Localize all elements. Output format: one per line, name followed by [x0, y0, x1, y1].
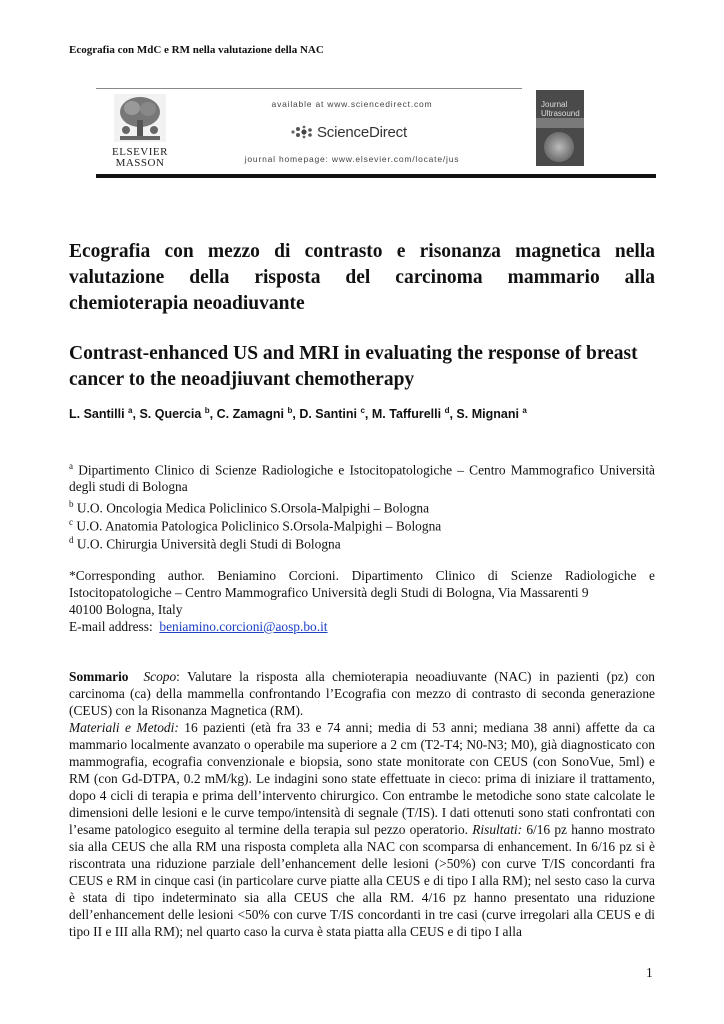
cover-stripe [536, 118, 584, 128]
author-name: S. Mignani [456, 407, 519, 422]
metodi-label: Materiali e Metodi: [69, 720, 179, 735]
journal-cover-image [536, 90, 584, 166]
publisher-name-line1: ELSEVIER [112, 146, 168, 158]
author-list [69, 406, 527, 421]
cover-title [541, 100, 580, 118]
abstract-section [69, 668, 655, 940]
scopo-label: Scopo [143, 669, 177, 684]
available-at-text: available at www.sciencedirect.com [271, 99, 433, 109]
author-affiliation-mark: c [360, 406, 365, 415]
author-affiliation-mark: b [287, 406, 293, 415]
banner-bottom-rule [96, 174, 656, 178]
author-name: D. Santini [299, 407, 357, 422]
running-head: Ecografia con MdC e RM nella valutazione della NAC [69, 44, 324, 56]
author-separator: , [292, 407, 300, 422]
sciencedirect-wordmark: ScienceDirect [317, 124, 407, 141]
email-line [69, 618, 655, 635]
publisher-name-line2: MASSON [115, 157, 165, 169]
email-link[interactable]: beniamino.corcioni@aosp.bo.it [159, 619, 328, 634]
author-name: S. Quercia [139, 407, 202, 422]
corresponding-city: 40100 Bologna, Italy [69, 602, 183, 617]
journal-banner [96, 88, 656, 180]
elsevier-logo [108, 94, 172, 172]
risultati-label: Risultati: [472, 822, 523, 837]
metodi-text: 16 pazienti (età fra 33 e 74 anni; media di 53 anni; mediana 38 anni) affette da ca mammario localmente avanzato o operabile ma superiore a 2 cm (T2-T4; N0-N3; M0), già diagnosticato con mammografia, ecografia convenzionale e biopsia, sono state monitorate con CEUS (con SonoVue, 5ml) e RM (con Gd-DTPA, 0.2 mM/kg). Le indagini sono state effettuate in cieco: prima di iniziare il trattamento, dopo 4 cicli di terapia e prima dell’intervento chirurgico. Con entrambe le metodiche sono state calcolate le dimensioni delle lesioni e le curve tempo/intensità di segnale (T/IS). I dati ottenuti sono stati confrontati con l’esame patologico eseguito al termine della terapia sul pezzo operatorio. [69, 720, 656, 837]
affiliation-text: U.O. Chirurgia Università degli Studi di Bologna [76, 536, 341, 552]
author-name: L. Santilli [69, 407, 125, 422]
affiliation-mark: d [69, 535, 74, 545]
risultati-text: 6/16 pz hanno mostrato sia alla CEUS che alla RM una risposta completa alla NAC con scomparsa di enhancement. In 6/16 pz si è riscontrata una riduzione parziale dell’enhancement delle lesioni (>50%) con curve T/IS concordanti fra CEUS e RM in cinque casi (in particolare curve piatte alla CEUS e di tipo I alla RM); nel sesto caso la curva è stata di tipo indeterminato sia alla CEUS che alla RM. 4/16 pz hanno presentato una riduzione dell’enhancement delle lesioni <50% con curve T/IS concordanti in tre casi (curve irregolari alla CEUS e di tipo II e III alla RM); nel quarto caso la curva è stata piatta alla CEUS e di tipo I alla [69, 822, 656, 939]
cover-title-line2: Ultrasound [541, 109, 580, 118]
article-title-english: Contrast-enhanced US and MRI in evaluating the response of breast cancer to the neoadjiuvant chemotherapy [69, 343, 638, 390]
article-title-italian: Ecografia con mezzo di contrasto e risonanza magnetica nella valutazione della risposta del carcinoma mammario alla chemioterapia neoadiuvante [69, 241, 655, 314]
affiliation-text: Dipartimento Clinico di Scienze Radiologiche e Istocitopatologiche – Centro Mammografico Università degli studi di Bologna [69, 462, 655, 495]
author-name: M. Taffurelli [371, 407, 442, 422]
author-affiliation-mark: b [204, 406, 210, 415]
corresponding-author-block [69, 567, 655, 635]
affiliation-a [69, 458, 655, 495]
author-separator: , [209, 407, 217, 422]
sciencedirect-logo [290, 124, 407, 141]
cover-ultrasound-graphic [544, 132, 574, 162]
author-separator: , [364, 407, 372, 422]
sciencedirect-dots-icon [290, 125, 314, 139]
affiliation-d [69, 532, 655, 552]
author-separator: , [449, 407, 457, 422]
affiliation-text: U.O. Oncologia Medica Policlinico S.Orsola-Malpighi – Bologna [76, 500, 430, 516]
cover-title-line1: Journal [541, 100, 568, 109]
elsevier-tree-icon [114, 94, 166, 142]
affiliation-mark: b [69, 499, 74, 509]
affiliation-mark: c [69, 517, 73, 527]
affiliation-text: U.O. Anatomia Patologica Policlinico S.Orsola-Malpighi – Bologna [76, 518, 442, 534]
corresponding-author-text: *Corresponding author. Beniamino Corcioni. Dipartimento Clinico di Scienze Radiologiche e Istocitopatologiche – Centro Mammografico Università degli Studi di Bologna, Via Massarenti 9 [69, 568, 655, 600]
affiliation-mark: a [69, 461, 73, 471]
author-affiliation-mark: a [522, 406, 527, 415]
scopo-text: : Valutare la risposta alla chemioterapia neoadiuvante (NAC) in pazienti (pz) con carcinoma (ca) della mammella confrontando l’Ecografia con mezzo di contrasto di seconda generazione (CEUS) con la Risonanza Magnetica (RM). [69, 669, 655, 718]
author-name: C. Zamagni [216, 407, 284, 422]
author-affiliation-mark: d [444, 406, 450, 415]
email-label: E-mail address: [69, 619, 153, 634]
author-separator: , [132, 407, 140, 422]
journal-homepage-text: journal homepage: www.elsevier.com/locate/jus [244, 154, 460, 164]
page-number: 1 [646, 965, 653, 980]
sciencedirect-block [182, 88, 522, 174]
abstract-heading: Sommario [69, 669, 129, 684]
author-affiliation-mark: a [128, 406, 133, 415]
